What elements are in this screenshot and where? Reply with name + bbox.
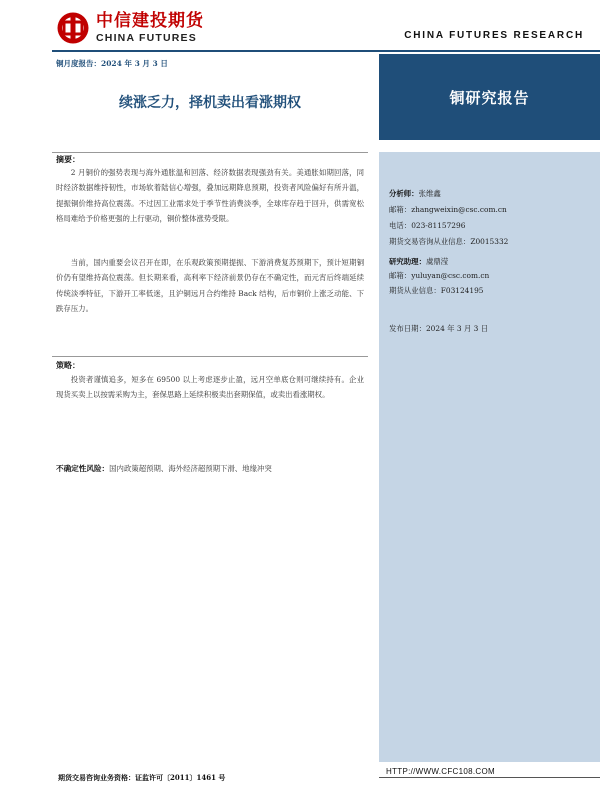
assistant-license: F03124195 (440, 286, 484, 295)
analyst-line (389, 188, 441, 199)
analyst-phone-line (389, 220, 465, 231)
report-type-banner (379, 54, 600, 140)
china-futures-logo-icon (56, 11, 90, 45)
research-label: CHINA FUTURES RESEARCH (404, 30, 584, 41)
analyst-license: Z0015332 (470, 237, 509, 246)
analyst-license-label: 期货交易咨询从业信息： (389, 237, 471, 246)
assistant-license-label: 期货从业信息： (389, 286, 441, 295)
analyst-name: 张维鑫 (418, 189, 441, 198)
summary-label: 摘要： (56, 155, 80, 164)
section-divider (52, 356, 368, 357)
report-title: 续涨乏力，择机卖出看涨期权 (119, 95, 301, 111)
analyst-email[interactable]: zhangweixin@csc.com.cn (411, 205, 507, 214)
company-logo (56, 10, 204, 46)
analyst-email-line (389, 204, 507, 215)
assistant-license-line (389, 285, 484, 296)
strategy-paragraph: 投资者谨慎追多，短多在 69500 以上考虑逐步止盈，远月空单底仓则可继续持有。企业现货买卖上以按需采购为主，套保思路上延续积极卖出套期保值，或卖出看涨期权。 (56, 375, 364, 400)
risk-label: 不确定性风险： (56, 464, 110, 473)
analyst-phone-label: 电话： (389, 221, 412, 230)
strategy-label: 策略： (56, 361, 80, 370)
section-divider (52, 152, 368, 153)
publish-date-line (389, 323, 488, 334)
risk-statement (56, 461, 362, 476)
company-name-en: CHINA FUTURES (96, 31, 197, 44)
assistant-email-label: 邮箱： (389, 271, 412, 280)
analyst-email-label: 邮箱： (389, 205, 412, 214)
risk-text: 国内政策超预期、海外经济超预期下滑、地缘冲突 (109, 464, 272, 473)
analyst-license-line (389, 236, 508, 247)
report-date: 铜月度报告：2024 年 3 月 3 日 (56, 59, 168, 68)
summary-paragraph-2: 当前，国内重要会议召开在即，在乐观政策预期提振、下游消费复苏预期下，预计短期铜价仍有望维持高位震荡。但长期来看，高利率下经济前景仍存在不确定性，而元宵后终端延续传统淡季特征，下游开工率低迷，且沪铜远月合约维持 Back 结构，后市铜价上涨乏动能、下跌存压力。 (56, 258, 364, 313)
publish-date-label: 发布日期： (389, 324, 426, 333)
publish-date: 2024 年 3 月 3 日 (425, 324, 489, 333)
assistant-name: 虞鼎滢 (425, 257, 449, 266)
assistant-email[interactable]: yuluyan@csc.com.cn (411, 271, 490, 280)
header-divider (52, 50, 600, 52)
assistant-line (389, 256, 448, 267)
author-sidebar (379, 152, 600, 762)
analyst-phone: 023-81157296 (411, 221, 466, 230)
company-name-cn: 中信建投期货 (96, 10, 204, 31)
analyst-label: 分析师： (389, 189, 419, 198)
summary-paragraph-1: 2 月铜价的强势表现与海外通胀温和回落、经济数据表现强劲有关。美通胀如期回落，同时经济数据维持韧性，市场软着陆信心增强，叠加远期降息预期，投资者风险偏好有所升温，提振铜价维持高位震荡。不过因工业需求处于季节性消费淡季，全球库存趋于回升，供需宽松格局难给予价格更强的上行驱动，铜价整体涨势受限。 (56, 168, 364, 223)
website-link[interactable]: HTTP://WWW.CFC108.COM (386, 767, 495, 776)
assistant-label: 研究助理： (389, 257, 426, 266)
report-type-label: 铜研究报告 (449, 88, 530, 107)
assistant-email-line (389, 270, 489, 281)
license-statement: 期货交易咨询业务资格：证监许可〔2011〕1461 号 (58, 773, 226, 782)
footer-divider (379, 777, 600, 778)
